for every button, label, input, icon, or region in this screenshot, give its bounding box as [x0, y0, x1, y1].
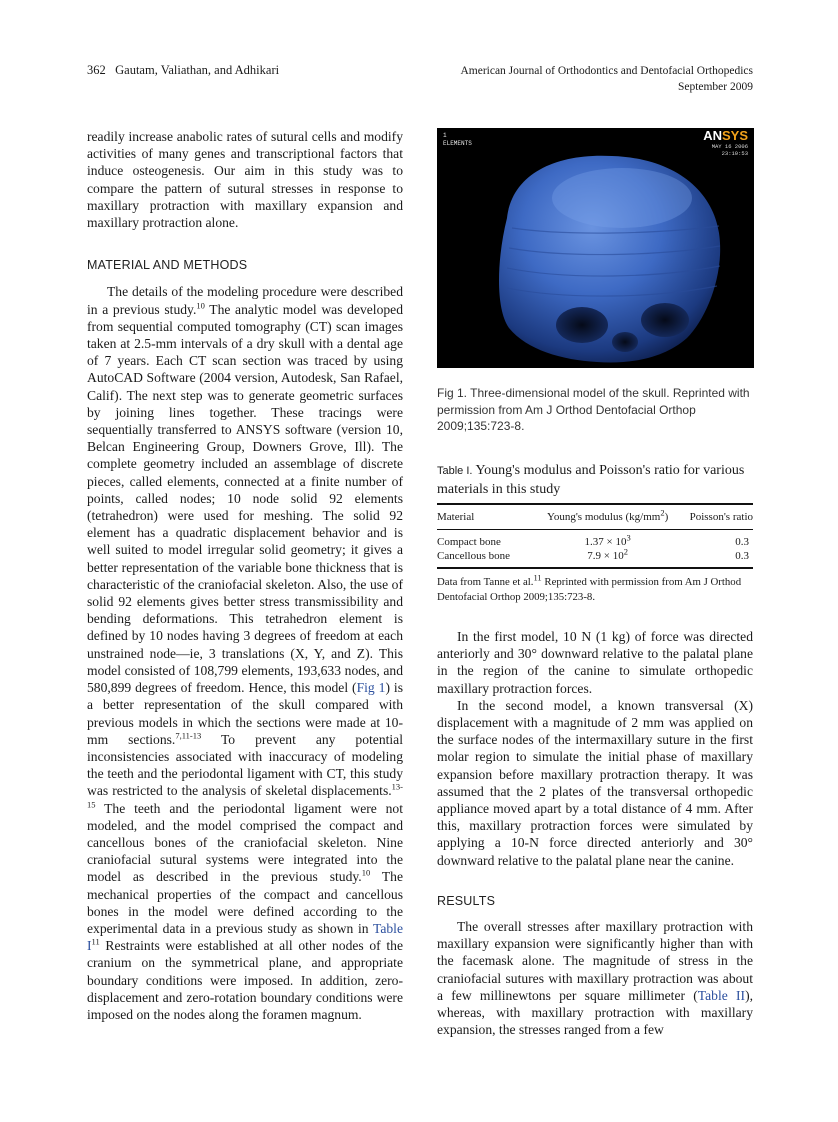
orbit-right [641, 303, 689, 337]
methods-text-7: Restraints were established at all other nodes of the cranium on the symmetrical plane, and appropriate boundary conditions were imposed. In addition, zero-displacement and zero-rotation boundary conditions were imposed on the nodes along the foramen magnum. [87, 938, 403, 1022]
results-paragraph: The overall stresses after maxillary protraction with maxillary expansion were significantly higher than with the facemask alone. The magnitude of stress in the craniofacial sutures with maxillary protraction was about a few millinewtons per square millimeter (Table II), whereas, with maxillary protraction with maxillary expansion, the stresses ranged from a few [437, 919, 753, 1038]
citation: 10 [196, 300, 205, 311]
model-paragraph-2: In the second model, a known transversal (X) displacement with a magnitude of 2 mm was applied on the surface nodes of the intermaxillary suture in the first molar region to simulate the initial phase of maxillary expansion before maxillary protraction therapy. It was assumed that the 2 plates of the transversal orthopedic appliance moved apart by a total distance of 4 mm. After this, maxillary protraction forces were simulated by applying a 10-N force directed anteriorly and 30° downward relative to the palatal plane near the canine. [437, 697, 753, 868]
cell-ratio: 0.3 [735, 550, 749, 562]
table-title-text: Young's modulus and Poisson's ratio for various materials in this study [437, 463, 745, 497]
left-column [87, 128, 403, 1023]
material-properties-table [437, 503, 753, 567]
table-title [437, 462, 753, 498]
header-authors: Gautam, Valiathan, and Adhikari [115, 63, 280, 77]
citation: 7,11-13 [175, 730, 202, 741]
right-column [437, 628, 753, 1038]
citation: 10 [361, 867, 371, 878]
running-header-left [87, 63, 279, 78]
cell-modulus: $1.37 \times 10^3$ [584, 532, 631, 548]
skull-highlight [552, 168, 692, 228]
skull-model-image [437, 128, 754, 368]
citation: 13-15 [87, 781, 403, 809]
ansys-logo: ANSYS [703, 128, 748, 143]
methods-text-6: The mechanical properties of the compact and cancellous bones in the model were defined according to the experimental data in a previous study as shown in [87, 869, 403, 936]
methods-text-1: The details of the modeling procedure were described in a previous study. [87, 284, 403, 317]
table-2-link[interactable]: Table II [697, 987, 746, 1003]
col-header-ratio: Poisson's ratio [689, 511, 753, 523]
figure-date: MAY 16 2006 [711, 143, 748, 150]
table-1 [437, 462, 753, 605]
cell-modulus: $7.9 \times 10^2$ [587, 546, 628, 562]
figure-caption: Fig 1. Three-dimensional model of the skull. Reprinted with permission from Am J Orthod Dentofacial Orthop 2009;135:723-8. [437, 386, 750, 433]
citation: 11 [91, 936, 100, 947]
issue-date: September 2009 [677, 81, 753, 93]
figure-number-label: 1 [443, 132, 447, 139]
figure-time: 23:10:53 [721, 150, 748, 157]
intro-paragraph: readily increase anabolic rates of sutural cells and modify activities of many genes and transcriptional factors that induce osteogenesis. Our aim in this study was to compare the pattern of sutural stresses in response to maxillary protraction with maxillary expansion and maxillary protraction alone. [87, 129, 403, 231]
methods-heading: MATERIAL AND METHODS [87, 258, 248, 273]
cell-material: Compact bone [437, 536, 501, 548]
cell-ratio: 0.3 [735, 536, 749, 548]
methods-text-4: To prevent any potential inconsistencies associated with inaccuracy of modeling the teeth and the periodontal ligament with CT, this study was restricted to the analysis of skeletal displacements. [87, 731, 403, 799]
col-header-material: Material [437, 511, 475, 523]
table-row [437, 530, 753, 550]
methods-paragraph [87, 283, 403, 1023]
table-label: Table I. [437, 465, 473, 477]
journal-name: American Journal of Orthodontics and Dentofacial Orthopedics [460, 65, 753, 77]
figure-skull-model [437, 128, 754, 368]
orbit-left [556, 307, 608, 343]
table-note: Data from Tanne et al.$^{11}$ Reprinted with permission from Am J Orthod Dentofacial Orthop 2009;135:723-8. [437, 572, 742, 603]
col-header-modulus: Young's modulus $(kg/mm^2)$ [546, 507, 669, 523]
results-heading: RESULTS [437, 893, 496, 908]
running-header-right [460, 63, 753, 95]
table-header-row [437, 504, 753, 530]
elements-label: ELEMENTS [443, 140, 472, 147]
cell-material: Cancellous bone [437, 550, 511, 562]
methods-text-3: ) is a better representation of the skull compared with previous models in which the sections were made at 10-mm sections. [87, 680, 403, 747]
model-paragraph-1: In the first model, 10 N (1 kg) of force was directed anteriorly and 30° downward relative to the palatal plane in the region of the canine to simulate orthopedic maxillary protraction forces. [437, 629, 753, 696]
table-1-link[interactable]: Table I [87, 920, 403, 954]
table-row [437, 549, 753, 567]
methods-text-5: The teeth and the periodontal ligament were not modeled, and the model comprised the compact and cancellous bones of the craniofacial skeleton. Nine craniofacial sutural systems were integrated into the model as described in the previous study. [87, 800, 403, 885]
nasal-cavity [612, 332, 638, 352]
methods-text-2: The analytic model was developed from sequential computed tomography (CT) scan images taken at 2.5-mm intervals of a dry skull with a dental age of 7 years. Each CT scan section was traced by using AutoCAD Software (2004 version, Autodesk, San Rafael, Calif). The next step was to generate geometric surfaces by joining lines together. These tracings were sequentially transferred to ANSYS software (version 10, Belcan Engineering Group, Downers Grove, Ill). The complete geometry included an assemblage of discrete pieces, called elements, connected at a finite number of points, called nodes; 10 node solid 92 elements (tetrahedron) were used for meshing. The solid 92 element has a quadratic displacement behavior and is well suited to model irregular solid geometry; it gives a better representation of the variable bone thickness that is characteristic of the craniofacial skeleton. Also, the use of solid 92 elements gives better stress transmissibility and bending deformations. This tetrahedron element is defined by 10 nodes having 3 degrees of freedom at each unstrained node—ie, 3 translations (X, Y, and Z). This model consisted of 108,799 elements, 193,633 nodes, and 580,899 degrees of freedom. Hence, this model ( [87, 301, 404, 696]
page-number: 362 [87, 63, 106, 77]
fig-1-link[interactable]: Fig 1 [356, 680, 386, 696]
table-bottom-rule [437, 567, 753, 569]
